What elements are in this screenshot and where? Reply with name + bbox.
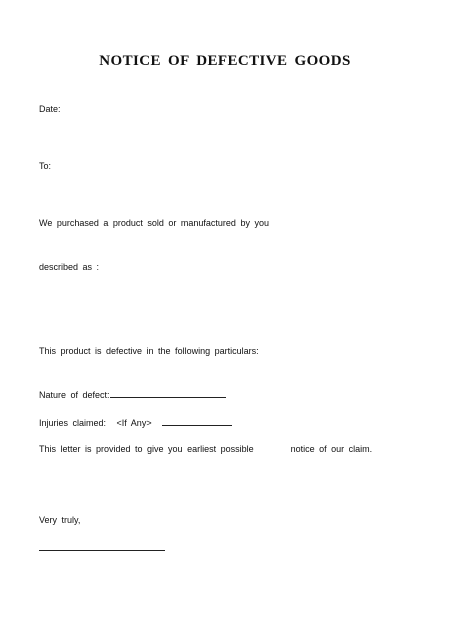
nature-of-defect-blank[interactable]: [110, 388, 226, 398]
purchase-statement: We purchased a product sold or manufactured by you: [39, 218, 269, 228]
letter-statement-end: notice of our claim.: [290, 444, 373, 454]
signature-line[interactable]: [39, 550, 165, 551]
defective-statement: This product is defective in the following particulars:: [39, 346, 259, 356]
closing-text: Very truly,: [39, 515, 81, 525]
letter-statement-start: This letter is provided to give you earliest possible: [39, 444, 254, 454]
date-label: Date:: [39, 104, 61, 114]
injuries-claimed-row: [39, 416, 232, 429]
if-any-note: <If Any>: [116, 418, 152, 428]
to-label: To:: [39, 161, 52, 171]
injuries-claimed-blank[interactable]: [162, 416, 232, 426]
nature-of-defect-row: [39, 388, 226, 401]
letter-statement: [39, 444, 372, 455]
nature-of-defect-label: Nature of defect:: [39, 390, 110, 400]
described-as-label: described as :: [39, 262, 100, 272]
injuries-claimed-label: Injuries claimed:: [39, 418, 107, 428]
document-title: NOTICE OF DEFECTIVE GOODS: [99, 53, 351, 69]
